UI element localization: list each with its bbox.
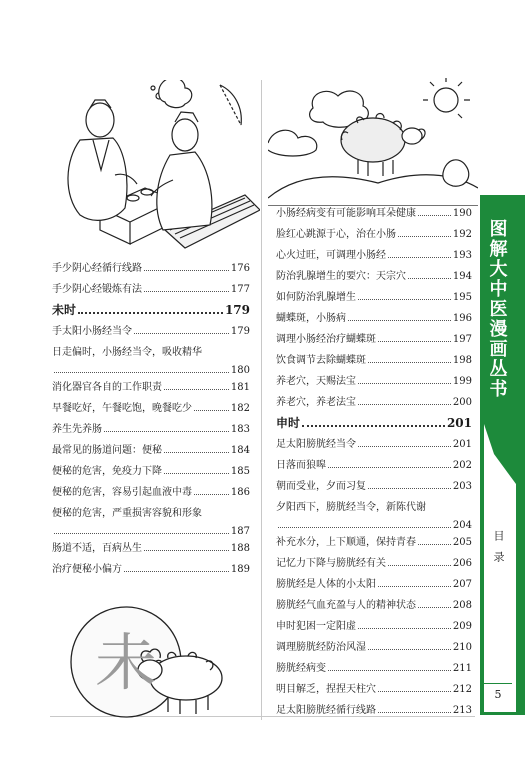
toc-entry[interactable] — [276, 207, 472, 220]
toc-entry[interactable] — [276, 312, 472, 325]
toc-page-number: 181 — [230, 382, 250, 393]
leader-dots — [104, 431, 229, 432]
toc-entry[interactable] — [52, 402, 250, 415]
leader-dots — [194, 410, 229, 411]
leader-dots — [194, 494, 229, 495]
toc-page-number: 179 — [230, 326, 250, 337]
toc-entry[interactable] — [52, 507, 250, 538]
column-divider — [261, 80, 262, 720]
toc-entry-title: 早餐吃好，午餐吃饱，晚餐吃少 — [52, 403, 192, 414]
toc-page-number: 198 — [452, 355, 472, 366]
toc-page-number: 176 — [230, 263, 250, 274]
toc-entry[interactable] — [276, 375, 472, 388]
toc-page-number: 212 — [452, 684, 472, 695]
toc-left-column — [52, 262, 250, 584]
toc-entry[interactable] — [52, 283, 250, 296]
leader-dots — [144, 270, 229, 271]
toc-page-number: 205 — [452, 537, 472, 548]
leader-dots — [418, 544, 451, 545]
toc-page-number: 200 — [452, 397, 472, 408]
leader-dots — [164, 389, 229, 390]
toc-entry[interactable] — [52, 325, 250, 338]
toc-page-number: 180 — [230, 365, 250, 376]
toc-entry-title: 脸红心跳源于心，治在小肠 — [276, 229, 396, 240]
toc-page-number: 206 — [452, 558, 472, 569]
toc-entry[interactable] — [276, 333, 472, 346]
toc-entry[interactable] — [276, 354, 472, 367]
toc-entry[interactable] — [52, 262, 250, 275]
leader-dots — [328, 467, 451, 468]
toc-page-number: 207 — [452, 579, 472, 590]
toc-page-number: 201 — [446, 416, 472, 430]
page-number: 5 — [484, 683, 512, 706]
toc-entry-title: 便秘的危害，容易引起血液中毒 — [52, 487, 192, 498]
leader-dots — [368, 362, 451, 363]
leader-dots — [358, 383, 451, 384]
toc-entry[interactable] — [52, 465, 250, 478]
toc-page-number: 184 — [230, 445, 250, 456]
toc-page-number: 202 — [452, 460, 472, 471]
leader-dots — [378, 691, 451, 692]
leader-dots — [418, 607, 451, 608]
toc-entry-title: 消化器官各自的工作职责 — [52, 382, 162, 393]
toc-entry[interactable] — [276, 578, 472, 591]
toc-entry[interactable] — [276, 501, 472, 532]
toc-page-number: 188 — [230, 543, 250, 554]
toc-entry[interactable] — [276, 641, 472, 654]
toc-entry-title: 手少阴心经锻炼有法 — [52, 284, 142, 295]
toc-page-number: 189 — [230, 564, 250, 575]
toc-page-number: 199 — [452, 376, 472, 387]
toc-page-number: 213 — [452, 705, 472, 716]
leader-dots — [54, 372, 229, 373]
toc-entry-title: 调理膀胱经防治风湿 — [276, 642, 366, 653]
toc-entry-title: 记忆力下降与膀胱经有关 — [276, 558, 386, 569]
toc-page-number: 177 — [230, 284, 250, 295]
leader-dots — [368, 488, 451, 489]
toc-entry-title: 日落而狼嗥 — [276, 460, 326, 471]
toc-entry-title: 补充水分，上下顺通，保持青春 — [276, 537, 416, 548]
toc-section-heading[interactable] — [52, 304, 250, 317]
toc-entry-title: 如何防治乳腺增生 — [276, 292, 356, 303]
toc-page-number: 211 — [452, 663, 472, 674]
toc-page-number: 182 — [230, 403, 250, 414]
toc-entry-title: 日走偏时，小肠经当令，吸收精华 — [52, 347, 202, 358]
leader-dots — [368, 649, 451, 650]
leader-dots — [144, 550, 229, 551]
tab-arrow-icon — [484, 424, 516, 484]
toc-entry[interactable] — [276, 228, 472, 241]
toc-page-number: 192 — [452, 229, 472, 240]
leader-dots — [278, 527, 451, 528]
toc-entry[interactable] — [52, 346, 250, 377]
toc-label: 目录 — [492, 530, 505, 572]
toc-page-number: 194 — [452, 271, 472, 282]
toc-entry-title: 明目解乏，捏捏天柱穴 — [276, 684, 376, 695]
toc-entry-title: 调理小肠经治疗蝴蝶斑 — [276, 334, 376, 345]
toc-page-number: 186 — [230, 487, 250, 498]
toc-page-number: 187 — [230, 526, 250, 537]
leader-dots — [302, 425, 445, 427]
toc-entry-title: 饮食调节去除蝴蝶斑 — [276, 355, 366, 366]
toc-entry[interactable] — [276, 683, 472, 696]
toc-page-number: 179 — [224, 303, 250, 317]
toc-entry-title: 膀胱经病变 — [276, 663, 326, 674]
toc-page-number: 204 — [452, 520, 472, 531]
toc-page-number: 196 — [452, 313, 472, 324]
toc-entry[interactable] — [52, 486, 250, 499]
section-title: 未时 — [52, 303, 77, 317]
toc-entry-title: 养生先养肠 — [52, 424, 102, 435]
toc-entry[interactable] — [276, 459, 472, 472]
toc-entry-title: 防治乳腺增生的要穴：天宗穴 — [276, 271, 406, 282]
toc-entry[interactable] — [276, 249, 472, 262]
toc-page-number: 190 — [452, 208, 472, 219]
toc-entry[interactable] — [276, 620, 472, 633]
toc-entry-title: 便秘的危害，免疫力下降 — [52, 466, 162, 477]
toc-entry-title: 小肠经病变有可能影响耳朵健康 — [276, 208, 416, 219]
leader-dots — [164, 473, 229, 474]
leader-dots — [358, 628, 451, 629]
toc-entry-title: 膀胱经气血充盈与人的精神状态 — [276, 600, 416, 611]
toc-entry[interactable] — [276, 270, 472, 283]
leader-dots — [378, 712, 451, 713]
toc-page-number: 210 — [452, 642, 472, 653]
leader-dots — [358, 446, 451, 447]
toc-entry[interactable] — [276, 291, 472, 304]
toc-entry[interactable] — [276, 557, 472, 570]
toc-page-number: 193 — [452, 250, 472, 261]
toc-entry-title: 心火过旺，可调理小肠经 — [276, 250, 386, 261]
toc-entry-title: 朝而受业，夕而习复 — [276, 481, 366, 492]
leader-dots — [144, 291, 229, 292]
toc-entry[interactable] — [52, 444, 250, 457]
toc-page-number: 195 — [452, 292, 472, 303]
leader-dots — [358, 404, 451, 405]
toc-entry-title: 夕阳西下，膀胱经当令，新陈代谢 — [276, 502, 426, 513]
leader-dots — [124, 571, 229, 572]
toc-page-number: 185 — [230, 466, 250, 477]
toc-entry[interactable] — [276, 480, 472, 493]
toc-entry[interactable] — [52, 563, 250, 576]
toc-entry-title: 治疗便秘小偏方 — [52, 564, 122, 575]
toc-page-number: 197 — [452, 334, 472, 345]
toc-entry-title: 手太阳小肠经当令 — [52, 326, 132, 337]
toc-entry[interactable] — [276, 704, 472, 717]
leader-dots — [134, 333, 229, 334]
leader-dots — [378, 586, 451, 587]
toc-entry[interactable] — [276, 536, 472, 549]
toc-entry[interactable] — [276, 599, 472, 612]
toc-entry-title: 养老穴，天赐法宝 — [276, 376, 356, 387]
leader-dots — [388, 257, 451, 258]
leader-dots — [358, 299, 451, 300]
leader-dots — [78, 312, 223, 314]
toc-page-number: 183 — [230, 424, 250, 435]
leader-dots — [388, 565, 451, 566]
leader-dots — [398, 236, 451, 237]
toc-page-number: 203 — [452, 481, 472, 492]
series-title: 图解大中医漫画丛书 — [484, 198, 509, 420]
leader-dots — [348, 320, 451, 321]
toc-entry[interactable] — [52, 423, 250, 436]
leader-dots — [54, 533, 229, 534]
sheep-hills-illustration — [268, 78, 478, 206]
toc-page-number: 208 — [452, 600, 472, 611]
seal-character: 未 — [94, 626, 158, 699]
toc-entry-title: 申时犯困一定阳虚 — [276, 621, 356, 632]
toc-page-number: 201 — [452, 439, 472, 450]
section-title: 申时 — [276, 416, 301, 430]
toc-entry[interactable] — [276, 662, 472, 675]
leader-dots — [378, 341, 451, 342]
toc-entry[interactable] — [52, 542, 250, 555]
toc-entry-title: 便秘的危害，严重损害容貌和形象 — [52, 508, 202, 519]
toc-section-heading[interactable] — [276, 417, 472, 430]
toc-entry-title: 最常见的肠道问题：便秘 — [52, 445, 162, 456]
scholars-illustration — [45, 80, 260, 255]
toc-entry-title: 手少阴心经循行线路 — [52, 263, 142, 274]
toc-entry-title: 膀胱经是人体的小太阳 — [276, 579, 376, 590]
leader-dots — [408, 278, 451, 279]
toc-entry[interactable] — [276, 396, 472, 409]
toc-entry-title: 足太阳膀胱经当令 — [276, 439, 356, 450]
toc-entry[interactable] — [276, 438, 472, 451]
toc-entry-title: 蝴蝶斑，小肠病 — [276, 313, 346, 324]
leader-dots — [418, 215, 451, 216]
toc-entry-title: 足太阳膀胱经循行线路 — [276, 705, 376, 716]
toc-right-column — [276, 207, 472, 725]
seal-sheep-illustration — [68, 600, 238, 718]
toc-entry-title: 肠道不适，百病丛生 — [52, 543, 142, 554]
toc-entry-title: 养老穴，养老法宝 — [276, 397, 356, 408]
toc-entry[interactable] — [52, 381, 250, 394]
toc-page-number: 209 — [452, 621, 472, 632]
leader-dots — [328, 670, 451, 671]
leader-dots — [164, 452, 229, 453]
